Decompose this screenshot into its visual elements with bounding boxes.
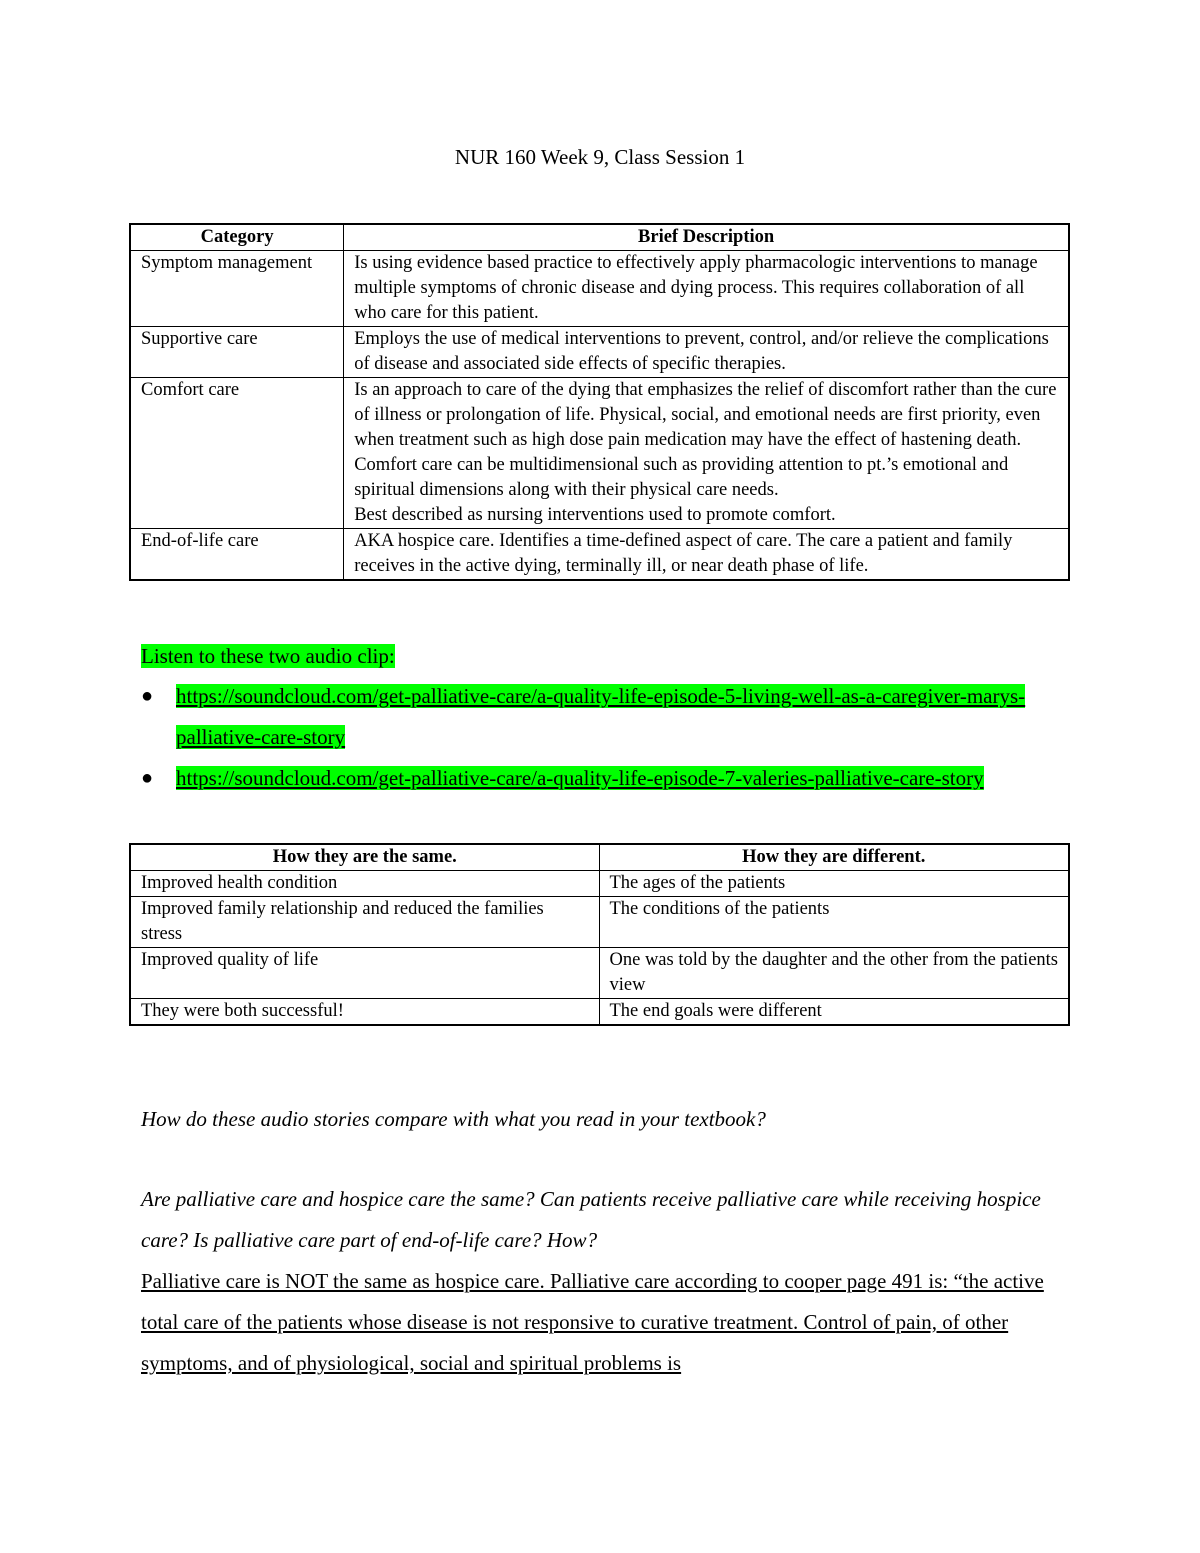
- audio-link-2[interactable]: https://soundcloud.com/get-palliative-care/a-quality-life-episode-7-valeries-palliative-care-story: [176, 766, 984, 790]
- description-text-extra: Best described as nursing interventions used to promote comfort.: [354, 505, 836, 525]
- table-row: [130, 897, 1069, 948]
- audio-link-list: [141, 676, 1061, 799]
- bullet-icon: ●: [141, 767, 154, 789]
- description-cell: Employs the use of medical interventions to prevent, control, and/or relieve the complications of disease and associated side effects of specific therapies.: [344, 327, 1069, 378]
- description-cell: Is using evidence based practice to effectively apply pharmacologic interventions to manage multiple symptoms of chronic disease and dying process. This requires collaboration of all who care for this patient.: [344, 251, 1069, 327]
- category-cell: Comfort care: [130, 378, 344, 529]
- column-header-description: Brief Description: [344, 224, 1069, 251]
- table-row: [130, 251, 1069, 327]
- category-cell: Symptom management: [130, 251, 344, 327]
- list-item: [141, 676, 1061, 758]
- question-2: Are palliative care and hospice care the same? Can patients receive palliative care while receiving hospice care? Is palliative care part of end-of-life care? How?: [141, 1187, 1041, 1252]
- different-cell: The conditions of the patients: [599, 897, 1069, 948]
- table-row: [130, 948, 1069, 999]
- description-cell: [344, 378, 1069, 529]
- table-header-row: [130, 844, 1069, 871]
- description-cell: AKA hospice care. Identifies a time-defined aspect of care. The care a patient and family receives in the active dying, terminally ill, or near death phase of life.: [344, 529, 1069, 581]
- bullet-icon: ●: [141, 685, 154, 707]
- category-cell: Supportive care: [130, 327, 344, 378]
- category-cell: End-of-life care: [130, 529, 344, 581]
- table-row: [130, 871, 1069, 897]
- table-row: [130, 999, 1069, 1026]
- column-header-same: How they are the same.: [130, 844, 599, 871]
- page-title: NUR 160 Week 9, Class Session 1: [454, 145, 746, 169]
- same-cell: Improved family relationship and reduced the families stress: [130, 897, 599, 948]
- comparison-table: [129, 843, 1070, 1026]
- same-cell: Improved health condition: [130, 871, 599, 897]
- table-row: [130, 327, 1069, 378]
- same-cell: They were both successful!: [130, 999, 599, 1026]
- different-cell: The ages of the patients: [599, 871, 1069, 897]
- audio-link-1[interactable]: https://soundcloud.com/get-palliative-care/a-quality-life-episode-5-living-well-as-a-caregiver-marys-palliative-care-story: [176, 684, 1026, 749]
- description-text: Is an approach to care of the dying that emphasizes the relief of discomfort rather than the cure of illness or prolongation of life. Physical, social, and emotional needs are first priority, even when treatment such as high dose pain medication may have the effect of hastening death. Comfort care can be multidimensional such as providing attention to pt.’s emotional and spiritual dimensions along with their physical care needs.: [354, 380, 1057, 500]
- column-header-category: Category: [130, 224, 344, 251]
- audio-intro-text: Listen to these two audio clip:: [141, 644, 395, 668]
- table-row: [130, 378, 1069, 529]
- table-row: [130, 529, 1069, 581]
- answer-text: Palliative care is NOT the same as hospice care. Palliative care according to cooper page 491 is: “the active total care of the patients whose disease is not responsive to curative treatment. Control of pain, of other symptoms, and of physiological, social and spiritual problems is: [141, 1269, 1044, 1375]
- question-1: How do these audio stories compare with what you read in your textbook?: [141, 1107, 766, 1131]
- different-cell: The end goals were different: [599, 999, 1069, 1026]
- audio-intro: [141, 642, 395, 670]
- list-item: [141, 758, 1061, 799]
- column-header-different: How they are different.: [599, 844, 1069, 871]
- same-cell: Improved quality of life: [130, 948, 599, 999]
- different-cell: One was told by the daughter and the other from the patients view: [599, 948, 1069, 999]
- category-table: [129, 223, 1070, 581]
- table-header-row: [130, 224, 1069, 251]
